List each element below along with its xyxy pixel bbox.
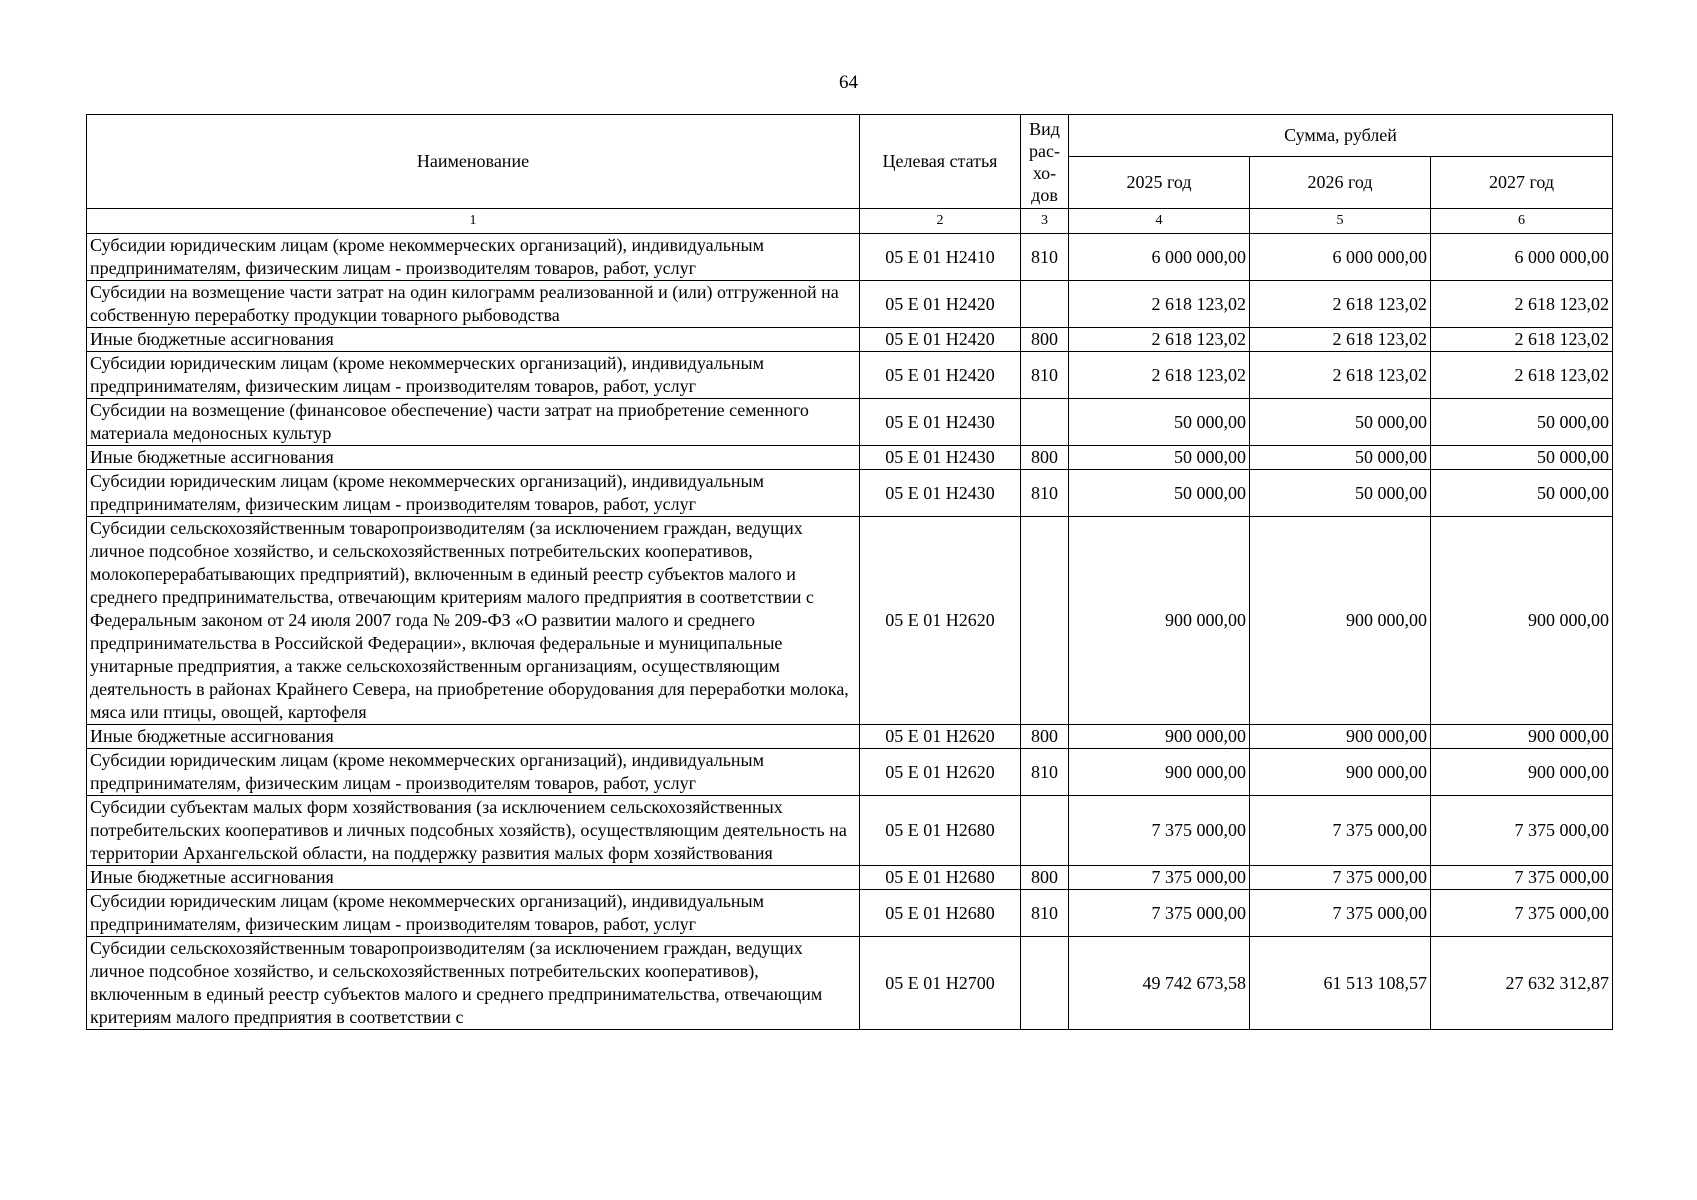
- row-amount-2025: 50 000,00: [1069, 470, 1250, 517]
- column-number: 4: [1069, 209, 1250, 234]
- row-amount-2026: 900 000,00: [1250, 517, 1431, 725]
- row-amount-2026: 2 618 123,02: [1250, 328, 1431, 352]
- row-name-cell: Субсидии юридическим лицам (кроме некоммерческих организаций), индивидуальным предпринимателям, физическим лицам - производителям товаров, работ, услуг: [87, 234, 860, 281]
- row-amount-2027: 6 000 000,00: [1431, 234, 1613, 281]
- row-code-cell: 05 Е 01 Н2620: [860, 749, 1021, 796]
- row-amount-2027: 2 618 123,02: [1431, 352, 1613, 399]
- row-amount-2025: 50 000,00: [1069, 399, 1250, 446]
- row-name-cell: Субсидии юридическим лицам (кроме некоммерческих организаций), индивидуальным предпринимателям, физическим лицам - производителям товаров, работ, услуг: [87, 749, 860, 796]
- row-vid-cell: 810: [1021, 749, 1069, 796]
- row-name-cell: Субсидии на возмещение (финансовое обеспечение) части затрат на приобретение семенного материала медоносных культур: [87, 399, 860, 446]
- table-row: [87, 517, 1613, 725]
- row-name-cell: Субсидии юридическим лицам (кроме некоммерческих организаций), индивидуальным предпринимателям, физическим лицам - производителям товаров, работ, услуг: [87, 352, 860, 399]
- row-amount-2026: 50 000,00: [1250, 446, 1431, 470]
- column-number: 1: [87, 209, 860, 234]
- row-amount-2027: 2 618 123,02: [1431, 281, 1613, 328]
- row-vid-cell: 800: [1021, 866, 1069, 890]
- row-amount-2027: 7 375 000,00: [1431, 796, 1613, 866]
- row-name-cell: Иные бюджетные ассигнования: [87, 725, 860, 749]
- row-amount-2026: 50 000,00: [1250, 470, 1431, 517]
- row-code-cell: 05 Е 01 Н2410: [860, 234, 1021, 281]
- row-amount-2027: 2 618 123,02: [1431, 328, 1613, 352]
- row-vid-cell: 810: [1021, 352, 1069, 399]
- row-amount-2025: 7 375 000,00: [1069, 890, 1250, 937]
- header-vid: Вид рас-хо-дов: [1021, 115, 1069, 209]
- table-body: [87, 234, 1613, 1030]
- row-name-cell: Субсидии юридическим лицам (кроме некоммерческих организаций), индивидуальным предпринимателям, физическим лицам - производителям товаров, работ, услуг: [87, 890, 860, 937]
- table-row: [87, 234, 1613, 281]
- row-name-cell: Иные бюджетные ассигнования: [87, 866, 860, 890]
- row-amount-2027: 7 375 000,00: [1431, 866, 1613, 890]
- row-amount-2026: 2 618 123,02: [1250, 352, 1431, 399]
- row-amount-2026: 900 000,00: [1250, 725, 1431, 749]
- row-amount-2025: 49 742 673,58: [1069, 937, 1250, 1030]
- row-amount-2027: 900 000,00: [1431, 749, 1613, 796]
- row-amount-2026: 6 000 000,00: [1250, 234, 1431, 281]
- header-year-2027: 2027 год: [1431, 157, 1613, 209]
- table-row: [87, 725, 1613, 749]
- row-amount-2027: 50 000,00: [1431, 446, 1613, 470]
- row-amount-2027: 50 000,00: [1431, 399, 1613, 446]
- row-amount-2027: 50 000,00: [1431, 470, 1613, 517]
- row-amount-2025: 6 000 000,00: [1069, 234, 1250, 281]
- row-amount-2025: 2 618 123,02: [1069, 328, 1250, 352]
- column-number: 5: [1250, 209, 1431, 234]
- row-amount-2027: 900 000,00: [1431, 517, 1613, 725]
- row-name-cell: Иные бюджетные ассигнования: [87, 446, 860, 470]
- row-code-cell: 05 Е 01 Н2430: [860, 446, 1021, 470]
- row-vid-cell: 800: [1021, 725, 1069, 749]
- row-amount-2027: 900 000,00: [1431, 725, 1613, 749]
- row-amount-2026: 7 375 000,00: [1250, 890, 1431, 937]
- table-row: [87, 281, 1613, 328]
- row-name-cell: Субсидии сельскохозяйственным товаропроизводителям (за исключением граждан, ведущих личное подсобное хозяйство, и сельскохозяйственных потребительских кооперативов), включенным в единый реестр субъектов малого и среднего предпринимательства, отвечающим критериям малого предприятия в соответствии с: [87, 937, 860, 1030]
- row-amount-2026: 61 513 108,57: [1250, 937, 1431, 1030]
- table-row: [87, 399, 1613, 446]
- row-amount-2025: 50 000,00: [1069, 446, 1250, 470]
- row-amount-2026: 7 375 000,00: [1250, 796, 1431, 866]
- row-amount-2026: 2 618 123,02: [1250, 281, 1431, 328]
- column-number: 6: [1431, 209, 1613, 234]
- row-vid-cell: [1021, 517, 1069, 725]
- row-code-cell: 05 Е 01 Н2430: [860, 399, 1021, 446]
- row-code-cell: 05 Е 01 Н2620: [860, 517, 1021, 725]
- row-vid-cell: [1021, 796, 1069, 866]
- header-year-2026: 2026 год: [1250, 157, 1431, 209]
- row-name-cell: Субсидии субъектам малых форм хозяйствования (за исключением сельскохозяйственных потребительских кооперативов и личных подсобных хозяйств), осуществляющим деятельность на территории Архангельской области, на поддержку развития малых форм хозяйствования: [87, 796, 860, 866]
- row-amount-2025: 2 618 123,02: [1069, 352, 1250, 399]
- table-row: [87, 749, 1613, 796]
- row-code-cell: 05 Е 01 Н2420: [860, 328, 1021, 352]
- row-amount-2026: 7 375 000,00: [1250, 866, 1431, 890]
- table-row: [87, 470, 1613, 517]
- row-vid-cell: 810: [1021, 234, 1069, 281]
- row-vid-cell: [1021, 399, 1069, 446]
- row-vid-cell: 810: [1021, 890, 1069, 937]
- row-name-cell: Субсидии на возмещение части затрат на один килограмм реализованной и (или) отгруженной на собственную переработку продукции товарного рыбоводства: [87, 281, 860, 328]
- row-name-cell: Иные бюджетные ассигнования: [87, 328, 860, 352]
- row-code-cell: 05 Е 01 Н2420: [860, 352, 1021, 399]
- row-amount-2025: 900 000,00: [1069, 517, 1250, 725]
- row-amount-2025: 2 618 123,02: [1069, 281, 1250, 328]
- table-row: [87, 446, 1613, 470]
- header-year-2025: 2025 год: [1069, 157, 1250, 209]
- table-row: [87, 937, 1613, 1030]
- row-amount-2027: 7 375 000,00: [1431, 890, 1613, 937]
- column-number: 3: [1021, 209, 1069, 234]
- page-number: 64: [839, 72, 858, 93]
- table-row: [87, 890, 1613, 937]
- row-vid-cell: [1021, 281, 1069, 328]
- row-amount-2026: 900 000,00: [1250, 749, 1431, 796]
- header-name: Наименование: [87, 115, 860, 209]
- row-amount-2025: 900 000,00: [1069, 725, 1250, 749]
- row-code-cell: 05 Е 01 Н2680: [860, 796, 1021, 866]
- row-vid-cell: 800: [1021, 446, 1069, 470]
- table-row: [87, 352, 1613, 399]
- budget-table: [86, 114, 1613, 1030]
- row-vid-cell: [1021, 937, 1069, 1030]
- row-code-cell: 05 Е 01 Н2680: [860, 866, 1021, 890]
- row-code-cell: 05 Е 01 Н2420: [860, 281, 1021, 328]
- row-vid-cell: 810: [1021, 470, 1069, 517]
- row-amount-2025: 7 375 000,00: [1069, 796, 1250, 866]
- row-name-cell: Субсидии сельскохозяйственным товаропроизводителям (за исключением граждан, ведущих личное подсобное хозяйство, и сельскохозяйственных потребительских кооперативов, молокоперерабатывающих предприятий), включенным в единый реестр субъектов малого и среднего предпринимательства, отвечающим критериям малого предприятия в соответствии с Федеральным законом от 24 июля 2007 года № 209-ФЗ «О развитии малого и среднего предпринимательства в Российской Федерации», включая федеральные и муниципальные унитарные предприятия, а также сельскохозяйственным организациям, осуществляющим деятельность в районах Крайнего Севера, на приобретение оборудования для переработки молока, мяса или птицы, овощей, картофеля: [87, 517, 860, 725]
- table-row: [87, 866, 1613, 890]
- row-code-cell: 05 Е 01 Н2620: [860, 725, 1021, 749]
- table-row: [87, 796, 1613, 866]
- row-vid-cell: 800: [1021, 328, 1069, 352]
- row-name-cell: Субсидии юридическим лицам (кроме некоммерческих организаций), индивидуальным предпринимателям, физическим лицам - производителям товаров, работ, услуг: [87, 470, 860, 517]
- header-code: Целевая статья: [860, 115, 1021, 209]
- row-amount-2025: 7 375 000,00: [1069, 866, 1250, 890]
- row-amount-2025: 900 000,00: [1069, 749, 1250, 796]
- row-code-cell: 05 Е 01 Н2430: [860, 470, 1021, 517]
- column-number: 2: [860, 209, 1021, 234]
- row-amount-2026: 50 000,00: [1250, 399, 1431, 446]
- row-amount-2027: 27 632 312,87: [1431, 937, 1613, 1030]
- header-sum: Сумма, рублей: [1069, 115, 1613, 157]
- table-row: [87, 328, 1613, 352]
- row-code-cell: 05 Е 01 Н2680: [860, 890, 1021, 937]
- row-code-cell: 05 Е 01 Н2700: [860, 937, 1021, 1030]
